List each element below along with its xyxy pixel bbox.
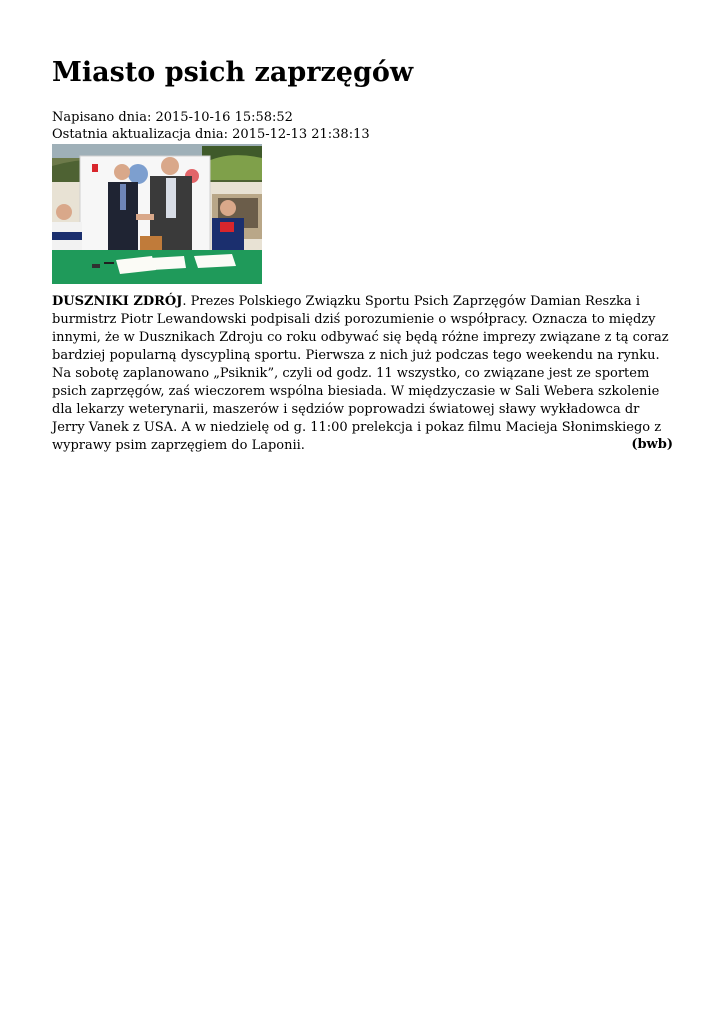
updated-date: 2015-12-13 21:38:13 xyxy=(232,127,370,142)
written-label: Napisano dnia: xyxy=(52,110,152,125)
article-photo xyxy=(52,144,262,284)
updated-label: Ostatnia aktualizacja dnia: xyxy=(52,127,229,142)
article-meta xyxy=(52,109,370,143)
written-date-line xyxy=(52,109,370,126)
article-body xyxy=(52,293,673,455)
article-title: Miasto psich zaprzęgów xyxy=(52,57,414,88)
photo-illustration xyxy=(52,144,262,284)
updated-date-line xyxy=(52,126,370,143)
article-author: (bwb) xyxy=(631,437,673,452)
article-lead: DUSZNIKI ZDRÓJ xyxy=(52,294,183,309)
article-body-text: . Prezes Polskiego Związku Sportu Psich Zaprzęgów Damian Reszka i burmistrz Piotr Lewandowski podpisali dziś porozumienie o współpracy. Oznacza to między innymi, że w Dusznikach Zdroju co roku odbywać się będą różne imprezy związane z tą coraz bardziej popularną dyscypliną sportu. Pierwsza z nich już podczas tego weekendu na rynku. Na sobotę zaplanowano „Psiknik”, czyli od godz. 11 wszystko, co związane jest ze sportem psich zaprzęgów, zaś wieczorem wspólna biesiada. W międzyczasie w Sali Webera szkolenie dla lekarzy weterynarii, maszerów i sędziów poprowadzi światowej sławy wykładowca dr Jerry Vanek z USA. A w niedzielę od g. 11:00 prelekcja i pokaz filmu Macieja Słonimskiego z wyprawy psim zaprzęgiem do Laponii. xyxy=(52,294,669,453)
written-date: 2015-10-16 15:58:52 xyxy=(155,110,293,125)
